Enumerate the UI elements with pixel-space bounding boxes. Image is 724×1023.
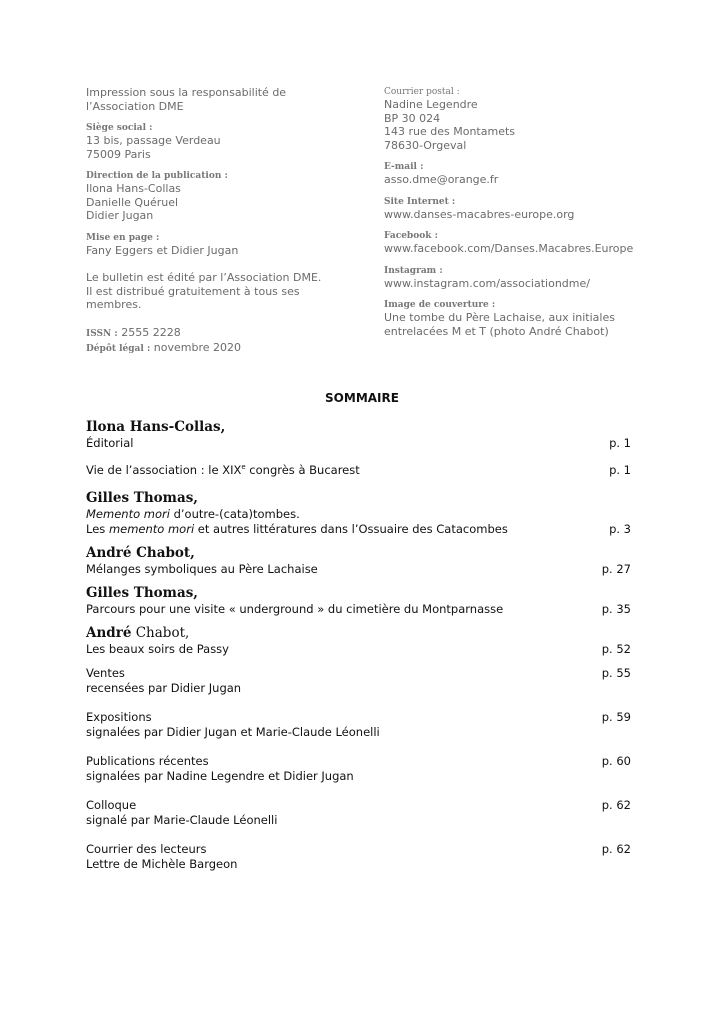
mise-label: Mise en page : (86, 232, 160, 243)
site-block (384, 196, 684, 222)
table-of-contents (86, 418, 631, 872)
courrier-line: 143 rue des Montamets (384, 125, 516, 138)
toc-title: Mélanges symboliques au Père Lachaise (86, 561, 318, 576)
depot-label: Dépôt légal : (86, 344, 151, 354)
courrier-line: 78630-Orgeval (384, 138, 467, 152)
toc-page: p. 1 (609, 462, 631, 477)
bulletin-line: Le bulletin est édité par l’Association DME. (86, 271, 322, 284)
toc-title-part: congrès à Bucarest (245, 462, 360, 477)
toc-entry[interactable] (86, 584, 631, 617)
toc-title-part: Vie de l’association : le XIX (86, 462, 242, 477)
toc-entry[interactable] (86, 460, 631, 478)
toc-subtitle: signalées par Nadine Legendre et Didier Jugan (86, 768, 354, 783)
toc-page: p. 35 (601, 601, 631, 616)
instagram-link[interactable]: www.instagram.com/associationdme/ (384, 276, 590, 290)
impression-line: l’Association DME (86, 99, 184, 113)
facebook-link[interactable]: www.facebook.com/Danses.Macabres.Europe (384, 242, 634, 255)
toc-page: p. 55 (601, 665, 631, 680)
toc-entry[interactable] (86, 544, 631, 577)
toc-title-italic: Memento mori (86, 506, 170, 521)
direction-name: Ilona Hans-Collas (86, 182, 181, 195)
toc-subtitle: recensées par Didier Jugan (86, 680, 242, 695)
direction-label: Direction de la publication : (86, 171, 228, 181)
bulletin-block (86, 271, 356, 312)
siege-line: 13 bis, passage Verdeau (86, 134, 221, 147)
toc-title: Parcours pour une visite « underground » du cimetière du Montparnasse (86, 601, 504, 616)
image-block (384, 299, 684, 338)
toc-page: p. 1 (609, 436, 631, 450)
toc-entry[interactable] (86, 842, 631, 872)
toc-title: Expositions (86, 709, 152, 724)
courrier-line: Nadine Legendre (384, 98, 478, 111)
facebook-label: Facebook : (384, 231, 438, 241)
toc-page: p. 60 (601, 753, 631, 768)
impression-block (86, 86, 356, 113)
toc-page: p. 27 (601, 561, 631, 576)
toc-title-sup: e (241, 463, 246, 471)
bulletin-line: Il est distribué gratuitement à tous ses (86, 284, 300, 298)
toc-entry[interactable] (86, 666, 631, 696)
toc-page: p. 3 (609, 521, 631, 536)
courrier-line: BP 30 024 (384, 111, 441, 125)
toc-author: Gilles Thomas, (86, 584, 199, 601)
toc-page: p. 52 (601, 641, 631, 656)
toc-entry[interactable] (86, 798, 631, 828)
sommaire-title: SOMMAIRE (325, 391, 399, 405)
toc-author: Gilles Thomas, (86, 489, 199, 506)
toc-entry[interactable] (86, 754, 631, 784)
facebook-block (384, 230, 684, 256)
toc-entry[interactable] (86, 418, 631, 451)
courrier-label: Courrier postal : (384, 87, 460, 97)
direction-block (86, 170, 356, 223)
toc-title: Colloque (86, 797, 137, 812)
siege-block (86, 122, 356, 161)
toc-author: Ilona Hans-Collas, (86, 419, 226, 435)
toc-title: Publications récentes (86, 753, 209, 768)
depot-line (86, 341, 356, 357)
image-line: Une tombe du Père Lachaise, aux initiales (384, 311, 615, 324)
site-link[interactable]: www.danses-macabres-europe.org (384, 207, 575, 221)
toc-title-italic: memento mori (108, 521, 195, 536)
image-label: Image de couverture : (384, 300, 496, 310)
bulletin-line: membres. (86, 298, 142, 311)
toc-subtitle: Lettre de Michèle Bargeon (86, 856, 238, 871)
depot-value: novembre 2020 (153, 341, 241, 354)
toc-title (86, 460, 631, 478)
toc-title: Les beaux soirs de Passy (86, 641, 229, 656)
direction-name: Didier Jugan (86, 209, 154, 222)
toc-title-part: d’outre-(cata)tombes. (169, 506, 300, 521)
site-label: Site Internet : (384, 196, 456, 207)
toc-page: p. 59 (601, 709, 631, 724)
toc-entry[interactable] (86, 710, 631, 740)
toc-subtitle: signalées par Didier Jugan et Marie-Claude Léonelli (86, 724, 380, 739)
toc-title: Ventes (86, 665, 125, 680)
mise-value: Fany Eggers et Didier Jugan (86, 243, 239, 257)
courrier-block (384, 86, 684, 152)
issn-label: ISSN : (86, 328, 118, 339)
toc-author: André Chabot, (86, 544, 195, 561)
instagram-block (384, 265, 684, 291)
email-label: E-mail : (384, 162, 424, 172)
issn-block (86, 326, 356, 357)
siege-line: 75009 Paris (86, 147, 151, 161)
email-block (384, 161, 684, 187)
toc-author (86, 624, 631, 642)
toc-title: Courrier des lecteurs (86, 841, 207, 856)
email-value[interactable]: asso.dme@orange.fr (384, 173, 499, 186)
toc-title-part: Les (86, 521, 109, 536)
mise-block (86, 232, 356, 258)
toc-title-part: et autres littératures dans l’Ossuaire des Catacombes (194, 521, 508, 536)
toc-page: p. 62 (601, 797, 631, 812)
toc-entry[interactable] (86, 489, 631, 537)
impression-line: Impression sous la responsabilité de (86, 86, 287, 99)
toc-entry[interactable] (86, 624, 631, 657)
colophon-left (86, 86, 356, 366)
image-line: entrelacées M et T (photo André Chabot) (384, 324, 609, 338)
toc-subtitle: signalé par Marie-Claude Léonelli (86, 812, 278, 827)
toc-page: p. 62 (601, 841, 631, 856)
toc-author-part: André (86, 624, 132, 641)
toc-title (86, 507, 631, 522)
toc-title: Éditorial (86, 436, 134, 450)
direction-name: Danielle Quéruel (86, 195, 179, 209)
instagram-label: Instagram : (384, 265, 443, 276)
colophon-right (384, 86, 684, 347)
toc-title (86, 522, 631, 537)
siege-label: Siège social : (86, 123, 153, 133)
issn-line (86, 326, 356, 342)
issn-value: 2555 2228 (121, 325, 181, 339)
toc-author-part: Chabot, (131, 624, 190, 641)
